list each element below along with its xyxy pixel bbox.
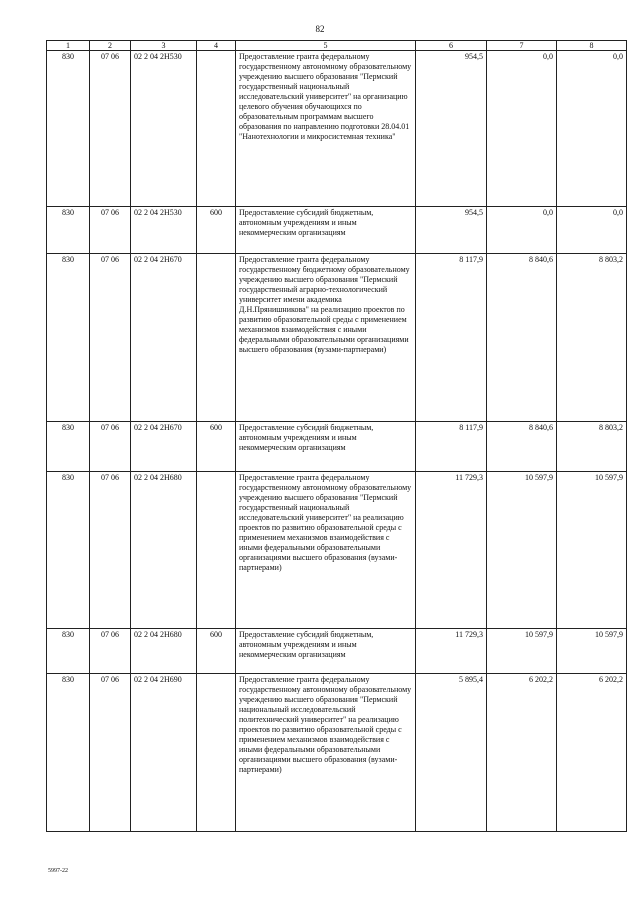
admin-code-cell: 830 [47,207,90,254]
amount-year2-cell: 10 597,9 [487,472,557,629]
target-article-cell: 02 2 04 2Н680 [131,472,197,629]
header-cell: 8 [557,41,627,51]
amount-year3-cell: 8 803,2 [557,422,627,472]
section-cell: 07 06 [90,674,131,832]
section-cell: 07 06 [90,472,131,629]
header-row [47,41,627,51]
expense-type-cell: 600 [197,207,236,254]
budget-table [46,40,627,832]
table-row [47,472,627,629]
amount-year1-cell: 5 895,4 [416,674,487,832]
table-row [47,254,627,422]
amount-year1-cell: 8 117,9 [416,254,487,422]
description-cell: Предоставление субсидий бюджетным, автономным учреждениям и иным некоммерческим организациям [236,422,416,472]
amount-year3-cell: 10 597,9 [557,629,627,674]
target-article-cell: 02 2 04 2Н670 [131,422,197,472]
amount-year2-cell: 0,0 [487,51,557,207]
expense-type-cell: 600 [197,422,236,472]
amount-year1-cell: 11 729,3 [416,472,487,629]
amount-year1-cell: 11 729,3 [416,629,487,674]
description-cell: Предоставление субсидий бюджетным, автономным учреждениям и иным некоммерческим организациям [236,629,416,674]
amount-year2-cell: 6 202,2 [487,674,557,832]
description-cell: Предоставление гранта федеральному государственному бюджетному образовательному учреждению высшего образования "Пермский государственный аграрно-технологический университет имени академика Д.Н.Прянишникова" на реализацию проектов по развитию образовательной среды с применением механизмов взаимодействия с иными федеральными образовательными организациями высшего образования (вузами-партнерами) [236,254,416,422]
description-cell: Предоставление субсидий бюджетным, автономным учреждениям и иным некоммерческим организациям [236,207,416,254]
header-cell: 2 [90,41,131,51]
section-cell: 07 06 [90,629,131,674]
section-cell: 07 06 [90,207,131,254]
expense-type-cell [197,472,236,629]
description-cell: Предоставление гранта федеральному государственному автономному образовательному учреждению высшего образования "Пермский государственный национальный исследовательский университет" на организацию целевого обучения обучающихся по образовательным программам высшего образования по направлению подготовки 28.04.01 "Нанотехнологии и микросистемная техника" [236,51,416,207]
target-article-cell: 02 2 04 2Н680 [131,629,197,674]
admin-code-cell: 830 [47,629,90,674]
table-row [47,674,627,832]
header-cell: 1 [47,41,90,51]
header-cell: 4 [197,41,236,51]
table-row [47,629,627,674]
page-number: 82 [315,24,325,34]
amount-year3-cell: 6 202,2 [557,674,627,832]
amount-year2-cell: 0,0 [487,207,557,254]
header-cell: 5 [236,41,416,51]
amount-year3-cell: 0,0 [557,51,627,207]
amount-year2-cell: 10 597,9 [487,629,557,674]
document-code: 5997-22 [48,868,68,874]
section-cell: 07 06 [90,422,131,472]
header-cell: 6 [416,41,487,51]
admin-code-cell: 830 [47,254,90,422]
target-article-cell: 02 2 04 2Н670 [131,254,197,422]
target-article-cell: 02 2 04 2Н530 [131,207,197,254]
section-cell: 07 06 [90,254,131,422]
target-article-cell: 02 2 04 2Н690 [131,674,197,832]
amount-year1-cell: 8 117,9 [416,422,487,472]
amount-year3-cell: 0,0 [557,207,627,254]
admin-code-cell: 830 [47,472,90,629]
table-row [47,207,627,254]
amount-year2-cell: 8 840,6 [487,422,557,472]
amount-year3-cell: 10 597,9 [557,472,627,629]
amount-year1-cell: 954,5 [416,51,487,207]
section-cell: 07 06 [90,51,131,207]
target-article-cell: 02 2 04 2Н530 [131,51,197,207]
admin-code-cell: 830 [47,51,90,207]
expense-type-cell [197,254,236,422]
table-row [47,422,627,472]
header-cell: 7 [487,41,557,51]
amount-year3-cell: 8 803,2 [557,254,627,422]
expense-type-cell: 600 [197,629,236,674]
table-row [47,51,627,207]
header-cell: 3 [131,41,197,51]
amount-year2-cell: 8 840,6 [487,254,557,422]
expense-type-cell [197,674,236,832]
expense-type-cell [197,51,236,207]
amount-year1-cell: 954,5 [416,207,487,254]
description-cell: Предоставление гранта федеральному государственному автономному образовательному учреждению высшего образования "Пермский государственный национальный исследовательский университет" на реализацию проектов по развитию образовательной среды с применением механизмов взаимодействия с иными федеральными образовательными организациями высшего образования (вузами-партнерами) [236,472,416,629]
admin-code-cell: 830 [47,674,90,832]
admin-code-cell: 830 [47,422,90,472]
description-cell: Предоставление гранта федеральному государственному автономному образовательному учреждению высшего образования "Пермский национальный исследовательский политехнический университет" на реализацию проектов по развитию образовательной среды с применением механизмов взаимодействия с иными федеральными образовательными организациями высшего образования (вузами-партнерами) [236,674,416,832]
